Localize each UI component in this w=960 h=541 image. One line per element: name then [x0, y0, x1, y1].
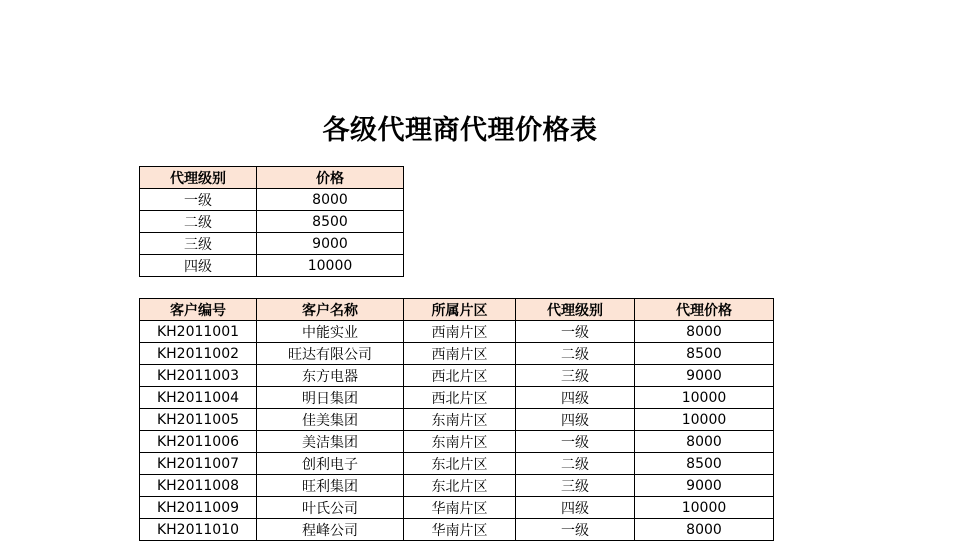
- table-row: [140, 409, 774, 431]
- cell-agent-price[interactable]: 10000: [635, 387, 774, 409]
- cell-level[interactable]: 二级: [140, 211, 257, 233]
- table-header-row: [140, 299, 774, 321]
- header-cell-agent-price[interactable]: 代理价格: [635, 299, 774, 321]
- table-row: [140, 365, 774, 387]
- table-row: [140, 343, 774, 365]
- cell-customer-name[interactable]: 旺利集团: [257, 475, 404, 497]
- cell-agent-level[interactable]: 四级: [516, 497, 635, 519]
- header-cell-customer-name[interactable]: 客户名称: [257, 299, 404, 321]
- cell-region[interactable]: 西南片区: [404, 321, 516, 343]
- cell-region[interactable]: 东南片区: [404, 409, 516, 431]
- cell-region[interactable]: 西北片区: [404, 387, 516, 409]
- cell-customer-id[interactable]: KH2011005: [140, 409, 257, 431]
- cell-region[interactable]: 华南片区: [404, 497, 516, 519]
- cell-region[interactable]: 西北片区: [404, 365, 516, 387]
- table-row: [140, 189, 404, 211]
- cell-agent-price[interactable]: 10000: [635, 497, 774, 519]
- cell-customer-name[interactable]: 创利电子: [257, 453, 404, 475]
- cell-customer-name[interactable]: 旺达有限公司: [257, 343, 404, 365]
- cell-price[interactable]: 8500: [257, 211, 404, 233]
- cell-region[interactable]: 东北片区: [404, 453, 516, 475]
- header-cell-agent-level[interactable]: 代理级别: [516, 299, 635, 321]
- cell-customer-id[interactable]: KH2011007: [140, 453, 257, 475]
- cell-agent-level[interactable]: 二级: [516, 453, 635, 475]
- cell-agent-price[interactable]: 10000: [635, 409, 774, 431]
- cell-customer-name[interactable]: 佳美集团: [257, 409, 404, 431]
- header-cell-price[interactable]: 价格: [257, 167, 404, 189]
- cell-region[interactable]: 华南片区: [404, 519, 516, 541]
- cell-customer-name[interactable]: 中能实业: [257, 321, 404, 343]
- page-title: 各级代理商代理价格表: [322, 115, 598, 146]
- table-row: [140, 475, 774, 497]
- cell-customer-id[interactable]: KH2011003: [140, 365, 257, 387]
- header-cell-level[interactable]: 代理级别: [140, 167, 257, 189]
- cell-customer-id[interactable]: KH2011002: [140, 343, 257, 365]
- cell-customer-id[interactable]: KH2011004: [140, 387, 257, 409]
- cell-customer-name[interactable]: 叶氏公司: [257, 497, 404, 519]
- cell-agent-price[interactable]: 8500: [635, 343, 774, 365]
- cell-agent-level[interactable]: 三级: [516, 365, 635, 387]
- cell-agent-price[interactable]: 8000: [635, 431, 774, 453]
- cell-agent-price[interactable]: 9000: [635, 475, 774, 497]
- cell-customer-name[interactable]: 明日集团: [257, 387, 404, 409]
- table-row: [140, 233, 404, 255]
- cell-customer-id[interactable]: KH2011001: [140, 321, 257, 343]
- cell-region[interactable]: 东南片区: [404, 431, 516, 453]
- customer-price-table: [139, 298, 774, 541]
- table-header-row: [140, 167, 404, 189]
- cell-agent-price[interactable]: 8500: [635, 453, 774, 475]
- cell-agent-price[interactable]: 9000: [635, 365, 774, 387]
- cell-agent-level[interactable]: 一级: [516, 431, 635, 453]
- cell-agent-level[interactable]: 一级: [516, 321, 635, 343]
- cell-agent-price[interactable]: 8000: [635, 519, 774, 541]
- cell-agent-level[interactable]: 三级: [516, 475, 635, 497]
- cell-price[interactable]: 8000: [257, 189, 404, 211]
- header-cell-region[interactable]: 所属片区: [404, 299, 516, 321]
- cell-customer-id[interactable]: KH2011009: [140, 497, 257, 519]
- table-row: [140, 211, 404, 233]
- cell-customer-name[interactable]: 程峰公司: [257, 519, 404, 541]
- cell-customer-name[interactable]: 东方电器: [257, 365, 404, 387]
- table-row: [140, 255, 404, 277]
- cell-region[interactable]: 西南片区: [404, 343, 516, 365]
- table-row: [140, 321, 774, 343]
- cell-customer-name[interactable]: 美洁集团: [257, 431, 404, 453]
- table-row: [140, 453, 774, 475]
- cell-level[interactable]: 一级: [140, 189, 257, 211]
- cell-agent-level[interactable]: 四级: [516, 409, 635, 431]
- cell-agent-level[interactable]: 二级: [516, 343, 635, 365]
- cell-level[interactable]: 三级: [140, 233, 257, 255]
- table-row: [140, 431, 774, 453]
- cell-region[interactable]: 东北片区: [404, 475, 516, 497]
- cell-agent-level[interactable]: 一级: [516, 519, 635, 541]
- cell-agent-price[interactable]: 8000: [635, 321, 774, 343]
- cell-agent-level[interactable]: 四级: [516, 387, 635, 409]
- price-level-table: [139, 166, 404, 277]
- cell-price[interactable]: 9000: [257, 233, 404, 255]
- cell-customer-id[interactable]: KH2011006: [140, 431, 257, 453]
- cell-customer-id[interactable]: KH2011008: [140, 475, 257, 497]
- cell-price[interactable]: 10000: [257, 255, 404, 277]
- table-row: [140, 497, 774, 519]
- header-cell-customer-id[interactable]: 客户编号: [140, 299, 257, 321]
- cell-level[interactable]: 四级: [140, 255, 257, 277]
- table-row: [140, 519, 774, 541]
- table-row: [140, 387, 774, 409]
- cell-customer-id[interactable]: KH2011010: [140, 519, 257, 541]
